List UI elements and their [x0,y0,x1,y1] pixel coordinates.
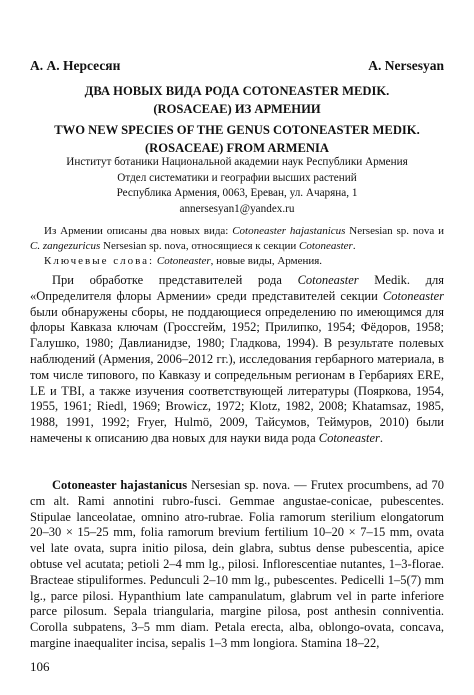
intro-genus-2: Cotoneaster [382,288,444,303]
keywords-label: Ключевые слова: [44,255,155,267]
author-ru: А. А. Нерсесян [30,58,121,73]
affiliation-department: Отдел систематики и географии высших растений [117,171,357,184]
title-english [30,121,444,157]
abstract-part-2: Nersesian sp. nova и [345,225,445,237]
keywords-genus: Cotoneaster [156,255,211,267]
intro-genus-3: Cotoneaster [318,430,380,445]
abstract-species-2: C. zangezuricus [30,240,101,252]
keywords-rest: , новые виды, Армения. [210,255,323,267]
abstract-section: Cotoneaster [299,240,353,252]
description-text: Nersesian sp. nova. — Frutex procumbens, ad 70 cm alt. Rami annotini rubro-fusci. Gemmae angustae-conicae, pubescentes. Stipulae lanceolatae, omnino atro-rubrae. Folia ramorum sterilium elongatorum 20–30 × 15–25 mm, folia ramorum brevium fertilium 10–20 × 7–15 mm, ovata vel late ovata, supra initio pilosa, dein glabra, subtus dense pubescentia, apice obtuse vel acutata; petioli 2–4 mm lg., pilosi. Inflorescentiae nutantes, 1–3-florae. Bracteae stipuliformes. Pedunculi 2–10 mm lg., pubescentes. Pedicelli 1–5(7) mm lg., parce pilosi. Hypanthium late campanulatum, glabrum vel in parte inferiore parce pilosum. Sepala triangularia, margine pilosa, post anthesin conniventia. Corolla subpatens, 3–5 mm diam. Petala erecta, alba, oblongo-ovata, concava, margine inaequaliter incisa, sepalis 1–3 mm longiora. Stamina 18–22, [30,478,444,650]
title-ru-line2: (ROSACEAE) ИЗ АРМЕНИИ [153,102,321,116]
intro-genus-1: Cotoneaster [297,273,359,287]
affiliation-email: annersesyan1@yandex.ru [179,202,295,215]
affiliation [40,155,434,217]
title-en-line1: TWO NEW SPECIES OF THE GENUS COTONEASTER MEDIK. [54,123,420,137]
affiliation-address: Республика Армения, 0063, Ереван, ул. Ачаряна, 1 [116,187,358,199]
species-description [30,478,444,652]
abstract-part-4: . [352,240,356,252]
intro-part-3: были обнаружены сборы, не поддающиеся определению по имеющимся для флоры Кавказа ключам (Гроссгейм, 1952; Прилипко, 1954; Фёдоров, 1958; Галушко, 1980; Давлианидзе, 1980; Гладкова, 1994). В результате полевых наблюдений (Армения, 2006–2012 гг.), исследования гербарного материала, в том числе типового, по Кавказу и сопредельным регионам в Гербариях ERE, LE и TBI, а также изучения соответствующей литературы (Пояркова, 1954, 1955, 1961; Riedl, 1969; Browicz, 1972; Klotz, 1982, 2008; Khatamsaz, 1985, 1988, 1991, 1992; Fryer, Hulmö, 2009, Тайсумов, Теймуров, 2010) были намечены к описанию два новых для науки вида рода [30,304,444,445]
affiliation-institute: Институт ботаники Национальной академии наук Республики Армения [66,156,408,168]
keywords [30,254,444,269]
abstract-part-3: Nersesian sp. nova, относящиеся к секции [100,240,300,252]
author-en: A. Nersesyan [368,58,444,73]
abstract [30,224,444,269]
abstract-text [30,224,444,254]
title-russian [30,82,444,118]
author-header [30,58,444,74]
species-name: Cotoneaster hajastanicus [52,478,188,492]
page-number: 106 [30,659,50,674]
title-ru-line1: ДВА НОВЫХ ВИДА РОДА COTONEASTER MEDIK. [84,84,390,98]
intro-part-4: . [379,430,383,445]
title-en-line2: (ROSACEAE) FROM ARMENIA [144,141,329,155]
abstract-species-1: Cotoneaster hajastanicus [232,225,346,237]
intro-part-1: При обработке представителей рода [52,273,298,287]
intro-paragraph [30,273,444,447]
intro-part-2: Medik. для «Определителя флоры Армении» среди представителей секции [30,273,444,303]
abstract-part-1: Из Армении описаны два новых вида: [44,225,233,237]
